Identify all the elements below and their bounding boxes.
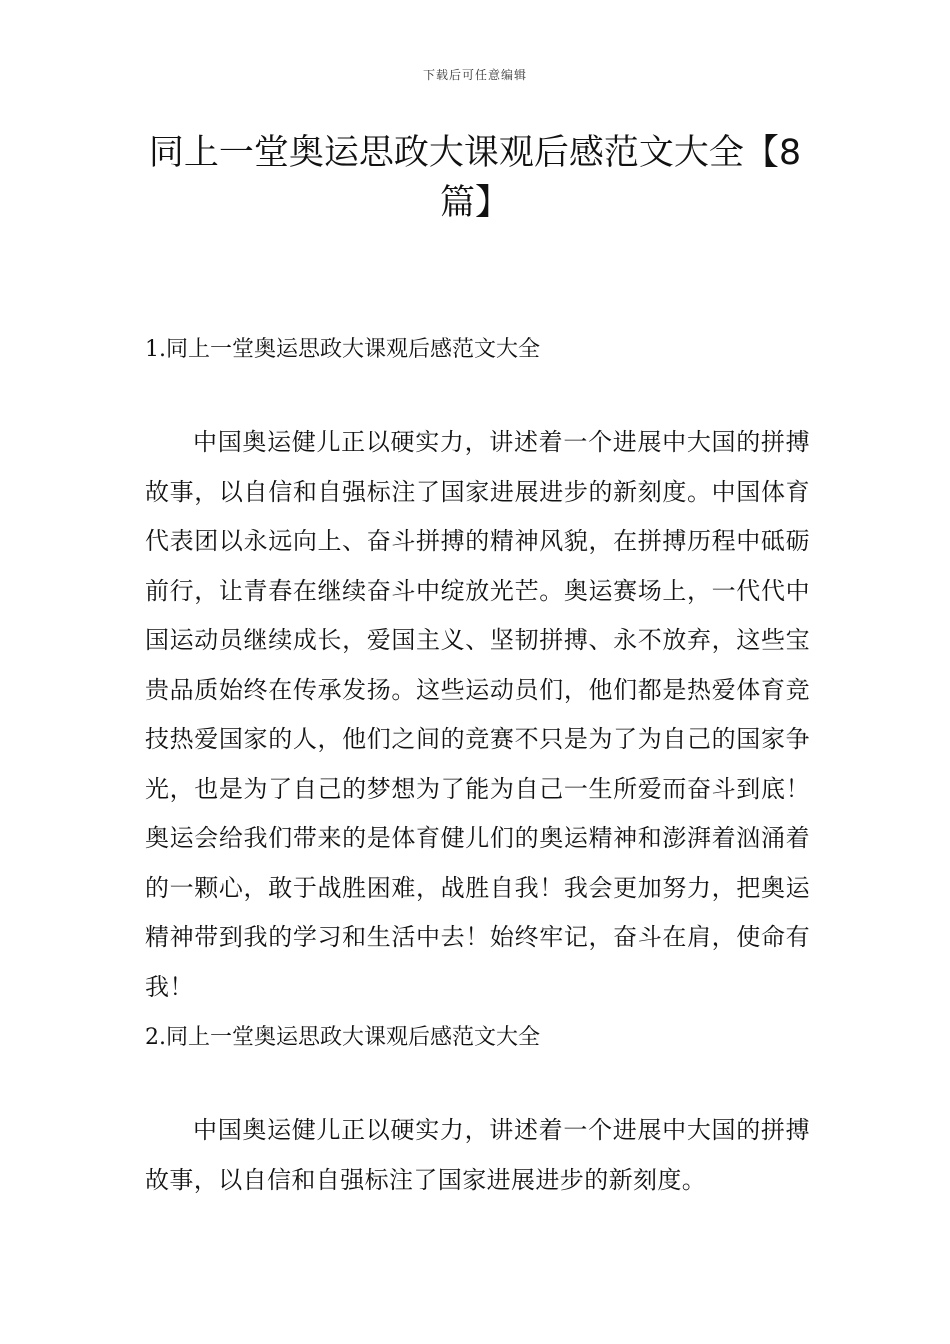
document-body	[145, 330, 810, 1205]
section-heading: 1.同上一堂奥运思政大课观后感范文大全	[145, 337, 540, 362]
document-title: 同上一堂奥运思政大课观后感范文大全【8篇】	[148, 133, 802, 223]
section-spacer	[145, 1058, 810, 1106]
section-paragraph: 中国奥运健儿正以硬实力，讲述着一个进展中大国的拼搏故事，以自信和自强标注了国家进展进步的新刻度。中国体育代表团以永远向上、奋斗拼搏的精神风貌，在拼搏历程中砥砺前行，让青春在继续奋斗中绽放光芒。奥运赛场上，一代代中国运动员继续成长，爱国主义、坚韧拼搏、永不放弃，这些宝贵品质始终在传承发扬。这些运动员们，他们都是热爱体育竞技热爱国家的人，他们之间的竞赛不只是为了为自己的国家争光，也是为了自己的梦想为了能为自己一生所爱而奋斗到底！奥运会给我们带来的是体育健儿们的奥运精神和澎湃着汹涌着的一颗心，敢于战胜困难，战胜自我！我会更加努力，把奥运精神带到我的学习和生活中去！始终牢记，奋斗在肩，使命有我！	[145, 428, 810, 1001]
section-spacer	[145, 370, 810, 418]
header-note: 下载后可任意编辑	[422, 68, 527, 82]
section-paragraph: 中国奥运健儿正以硬实力，讲述着一个进展中大国的拼搏故事，以自信和自强标注了国家进展进步的新刻度。	[145, 1116, 810, 1194]
section-heading: 2.同上一堂奥运思政大课观后感范文大全	[145, 1025, 540, 1050]
section-2	[145, 1018, 810, 1205]
section-1	[145, 330, 810, 1012]
